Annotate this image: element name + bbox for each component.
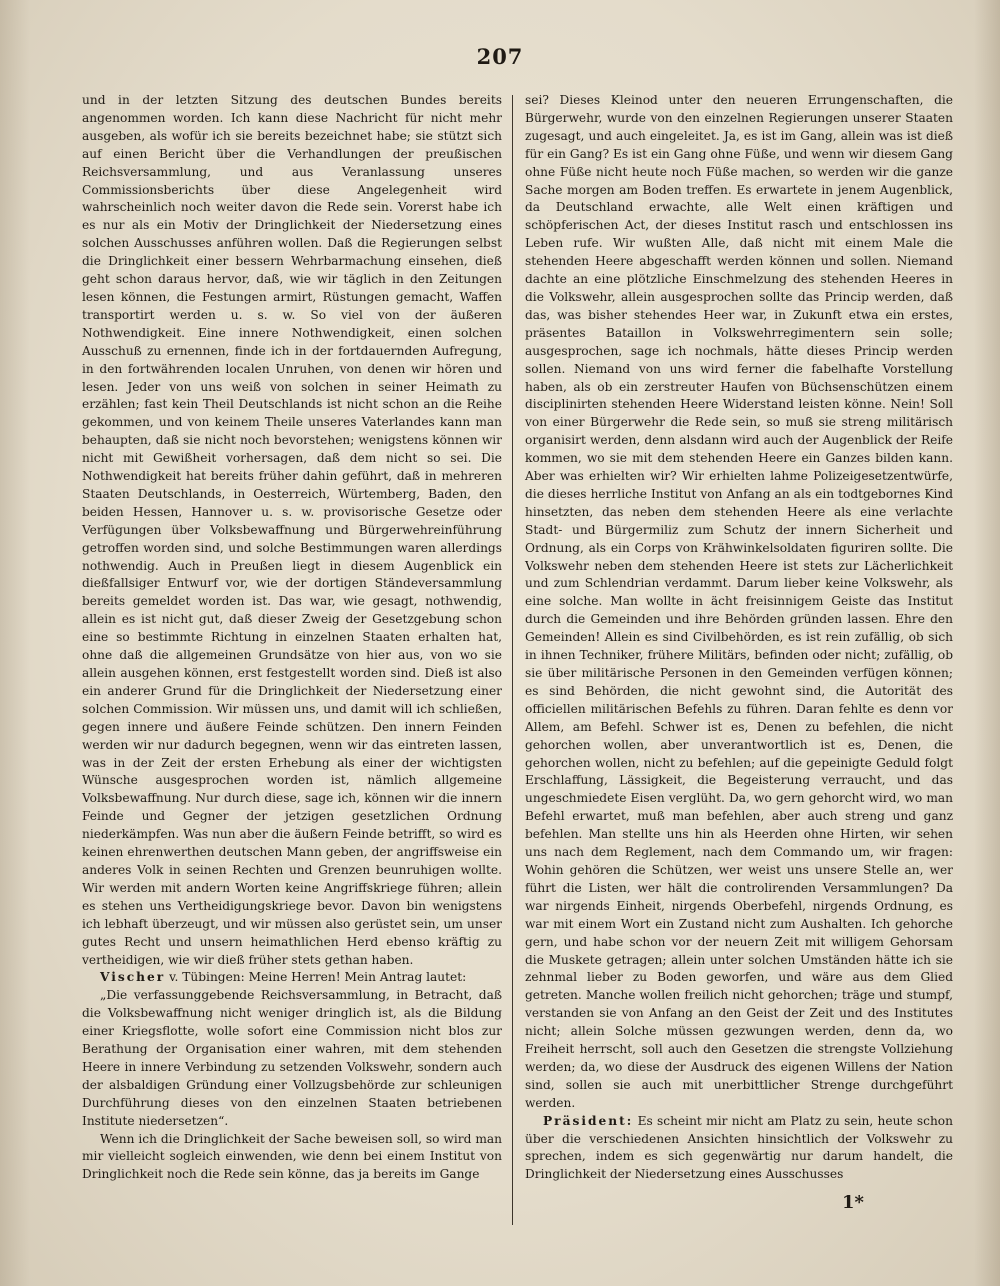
- right-paragraph-2: Es scheint mir nicht am Platz zu sein, heute schon über die verschiedenen Ansichten hinsichtlich der Volkswehr zu sprechen, indem es sich gegenwärtig nur darum handelt, die Dringlichkeit der Niedersetzung eines Ausschusses: [525, 1113, 953, 1182]
- page-number: 207: [476, 44, 524, 69]
- signature-mark: 1*: [842, 1192, 864, 1213]
- right-column: [525, 92, 953, 1184]
- speaker-place-vischer: v. Tübingen: Meine Herren! Mein Antrag lautet:: [165, 970, 467, 985]
- right-paragraph-1: sei? Dieses Kleinod unter den neueren Errungenschaften, die Bürgerwehr, wurde von den einzelnen Regierungen unserer Staaten zugesagt, und auch eingeleitet. Ja, es ist im Gang, allein was ist dieß für ein Gang? Es ist ein Gang ohne Füße, und wenn wir diesem Gang ohne Füße nicht heute noch Füße machen, so werden wir die ganze Sache morgen am Boden treffen. Es erwartete in jenem Augenblick, da Deutschland erwachte, alle Welt einen kräftigen und schöpferischen Act, der dieses Institut rasch und entschlossen ins Leben rufe. Wir wußten Alle, daß nicht mit einem Male die stehenden Heere abgeschafft werden können und sollen. Niemand dachte an eine plötzliche Einschmelzung des stehenden Heeres in die Volkswehr, allein ausgesprochen sollte das Princip werden, daß das, was bisher stehendes Heer war, in Zukunft etwa ein erstes, präsentes Bataillon in Volkswehrregimentern sein solle; ausgesprochen, sage ich nochmals, hätte dieses Princip werden sollen. Niemand von uns wird ferner die fabelhafte Vorstellung haben, als ob ein zerstreuter Haufen von Büchsenschützen einem disciplinirten stehenden Heere Widerstand leisten könne. Nein! Soll von einer Bürgerwehr die Rede sein, so muß sie streng militärisch organisirt werden, denn alsdann wird auch der Augenblick der Reife kommen, wo sie mit dem stehenden Heere ein Ganzes bilden kann. Aber was erhielten wir? Wir erhielten lahme Polizeigesetzentwürfe, die dieses herrliche Institut von Anfang an als ein todtgebornes Kind hinsetzten, das neben dem stehenden Heere als eine verlachte Stadt- und Bürgermiliz zum Schutz der innern Sicherheit und Ordnung, als ein Corps von Krähwinkelsoldaten figuriren sollte. Die Volkswehr neben dem stehenden Heere ist stets zur Lächerlichkeit und zum Schlendrian verdammt. Darum lieber keine Volkswehr, als eine solche. Man wollte in ächt freisinnigem Geiste das Institut durch die Gemeinden und ihre Behörden gründen lassen. Ehre den Gemeinden! Allein es sind Civilbehörden, es ist rein zufällig, ob sich in ihnen Techniker, frühere Militärs, befinden oder nicht; zufällig, ob sie über militärische Personen in den Gemeinden verfügen können; es sind Behörden, die nicht gewohnt sind, die Autorität des officiellen militärischen Befehls zu führen. Daran fehlte es denn vor Allem, am Befehl. Schwer ist es, Denen zu befehlen, die nicht gehorchen wollen, aber unverantwortlich ist es, Denen, die gehorchen wollen, nicht zu befehlen; auf die gepeinigte Geduld folgt Erschlaffung, Lässigkeit, die Begeisterung verraucht, und das ungeschmiedete Eisen verglüht. Da, wo gern gehorcht wird, wo man Befehl erwartet, muß man befehlen, aber auch streng und ganz befehlen. Man stellte uns hin als Heerden ohne Hirten, wir sehen uns nach dem Reglement, nach dem Commando um, wir fragen: Wohin gehören die Schützen, wer weist uns unsere Stelle an, wer führt die Listen, wer hält die controlirenden Versammlungen? Da war nirgends Einheit, nirgends Oberbefehl, nirgends Ordnung, es war mit einem Wort ein Zustand nicht zum Aushalten. Ich gehorche gern, und habe schon vor der neuern Zeit mit willigem Gehorsam die Muskete getragen; allein unter solchen Umständen hätte ich sie zehnmal lieber zu Boden geworfen, und wäre aus dem Glied getreten. Manche wollen freilich nicht gehorchen; träge und stumpf, verstanden sie von Anfang an den Geist der Zeit und des Institutes nicht; allein Solche müssen gezwungen werden, denn da, wo Freiheit herrscht, soll auch den Gesetzen die strengste Vollziehung werden; da, wo diese der Ausdruck des eigenen Willens der Nation sind, sollen sie auch mit unerbittlicher Strenge durchgeführt werden.: [525, 93, 953, 1110]
- speaker-paragraph-vischer: [82, 969, 502, 987]
- left-column: [82, 92, 502, 1184]
- page-left-shadow: [0, 0, 30, 1286]
- speaker-name-praesident: Präsident:: [543, 1113, 634, 1128]
- left-paragraph-3: Wenn ich die Dringlichkeit der Sache beweisen soll, so wird man mir vielleicht sogleich einwenden, wie denn bei einem Institut von Dringlichkeit noch die Rede sein könne, das ja bereits im Gange: [82, 1131, 502, 1182]
- page-right-shadow: [974, 0, 1000, 1286]
- left-paragraph-1: und in der letzten Sitzung des deutschen Bundes bereits angenommen worden. Ich kann diese Nachricht für nicht mehr ausgeben, als wofür ich sie bereits bezeichnet habe; sie stützt sich auf einen Bericht über die Verhandlungen der preußischen Reichsversammlung, und aus Veranlassung unseres Commissionsberichts über diese Angelegenheit wird wahrscheinlich noch weiter davon die Rede sein. Vorerst habe ich es nur als ein Motiv der Dringlichkeit der Niedersetzung eines solchen Ausschusses anführen wollen. Daß die Regierungen selbst die Dringlichkeit einer bessern Wehrbarmachung einsehen, dieß geht schon daraus hervor, daß, wie wir täglich in den Zeitungen lesen können, die Festungen armirt, Rüstungen gemacht, Waffen transportirt werden u. s. w. So viel von der äußeren Nothwendigkeit. Eine innere Nothwendigkeit, einen solchen Ausschuß zu ernennen, finde ich in der fortdauernden Aufregung, in den fortwährenden localen Unruhen, von denen wir hören und lesen. Jeder von uns weiß von solchen in seiner Heimath zu erzählen; fast kein Theil Deutschlands ist nicht schon an die Reihe gekommen, und von keinem Theile unseres Vaterlandes kann man behaupten, daß sie nicht noch bevorstehen; wenigstens können wir nicht mit Gewißheit vorhersagen, daß dem nicht so sei. Die Nothwendigkeit hat bereits früher dahin geführt, daß in mehreren Staaten Deutschlands, in Oesterreich, Würtemberg, Baden, den beiden Hessen, Hannover u. s. w. provisorische Gesetze oder Verfügungen über Volksbewaffnung und Bürgerwehreinführung getroffen worden sind, und solche Bestimmungen waren allerdings nothwendig. Auch in Preußen liegt in diesem Augenblick ein dießfallsiger Entwurf vor, wie der dortigen Ständeversammlung bereits gemeldet worden ist. Das war, wie gesagt, nothwendig, allein es ist nicht gut, daß dieser Zweig der Gesetzgebung schon eine so bestimmte Richtung in einzelnen Staaten erhalten hat, ohne daß die allgemeinen Grundsätze von hier aus, von wo sie allein ausgehen können, erst festgestellt worden sind. Dieß ist also ein anderer Grund für die Dringlichkeit der Niedersetzung einer solchen Commission. Wir müssen uns, und damit will ich schließen, gegen innere und äußere Feinde schützen. Den innern Feinden werden wir nur dadurch begegnen, wenn wir das eintreten lassen, was in der Zeit der ersten Erhebung als einer der wichtigsten Wünsche ausgesprochen worden ist, nämlich allgemeine Volksbewaffnung. Nur durch diese, sage ich, können wir die innern Feinde und Gegner der jetzigen gesetzlichen Ordnung niederkämpfen. Was nun aber die äußern Feinde betrifft, so wird es keinen ehrenwerthen deutschen Mann geben, der angriffsweise ein anderes Volk in seinen Rechten und Grenzen beunruhigen wollte. Wir werden mit andern Worten keine Angriffskriege führen; allein es stehen uns Vertheidigungskriege bevor. Davon bin wenigstens ich lebhaft überzeugt, und wir müssen also gerüstet sein, um unser gutes Recht und unsern heimathlichen Herd ebenso kräftig zu vertheidigen, wie wir dieß früher stets gethan haben.: [82, 93, 502, 967]
- column-divider: [512, 95, 513, 1225]
- motion-text: „Die verfassunggebende Reichsversammlung, in Betracht, daß die Volksbewaffnung nicht weniger dringlich ist, als die Bildung einer Kriegsflotte, wolle sofort eine Commission nicht blos zur Berathung der Organisation einer wahren, mit dem stehenden Heere in innere Verbindung zu setzenden Volkswehr, sondern auch der alsbaldigen Gründung einer Vollzugsbehörde zur schleunigen Durchführung dieses von den einzelnen Staaten betriebenen Institute niedersetzen“.: [82, 988, 502, 1128]
- speaker-paragraph-praesident: [525, 1113, 953, 1185]
- speaker-name-vischer: Vischer: [100, 970, 166, 985]
